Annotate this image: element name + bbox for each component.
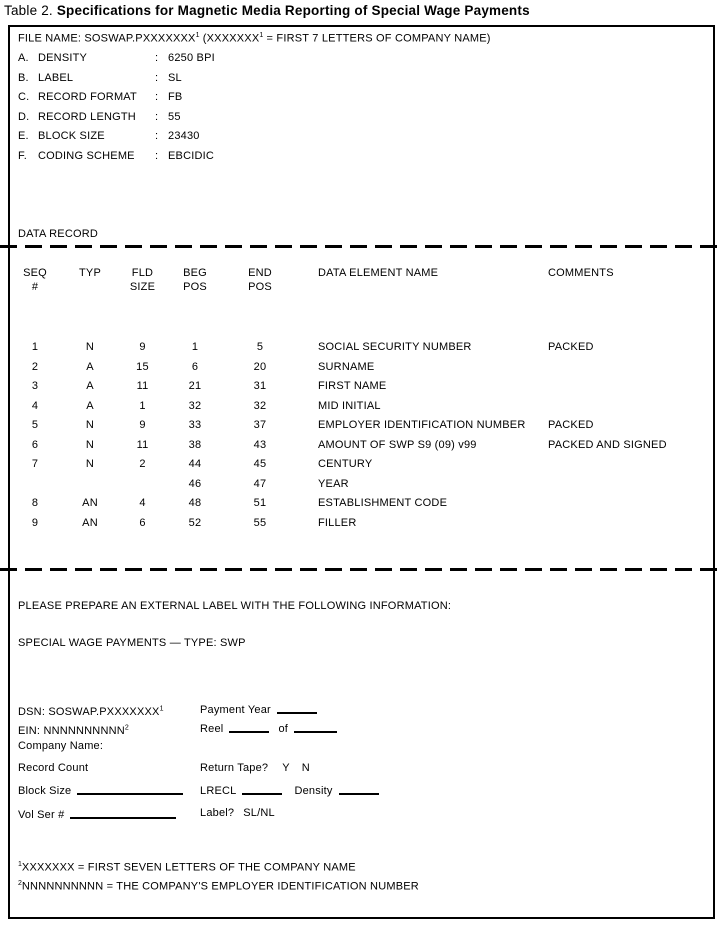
cell-fld-size: 4 [139,497,146,509]
spec-colon: : [155,130,159,142]
vol-ser-label: Vol Ser # [18,809,65,821]
cell-typ: A [86,380,94,392]
cell-seq: 4 [31,399,39,412]
spec-letter: E. [18,130,29,142]
cell-typ: N [85,458,95,470]
footnote-1 [18,861,356,874]
spec-row-density [18,49,215,69]
spec-value: FB [168,91,183,103]
dashed-divider-bottom [0,568,725,571]
form-row-block-size [18,783,708,797]
payment-year-blank [277,703,317,714]
payment-type-line: SPECIAL WAGE PAYMENTS — TYPE: SWP [18,637,246,649]
record-count-label: Record Count [18,762,89,774]
spec-label: CODING SCHEME [38,149,135,162]
spec-colon: : [155,52,159,64]
density-label: Density [294,785,333,797]
cell-fld-size [120,475,165,495]
table-row [10,377,715,397]
cell-comments: PACKED AND SIGNED [548,438,667,451]
col-header-beg-pos: BEG POS [183,267,207,293]
cell-comments [543,475,715,495]
spec-label: BLOCK SIZE [38,130,105,142]
spec-letter: B. [18,71,29,84]
spec-value: SL [168,71,182,84]
cell-beg-pos: 21 [188,380,202,392]
form-row-vol-ser [18,807,708,821]
cell-beg-pos: 38 [188,438,202,451]
reel-total-blank [294,722,337,733]
footnote-marker-1: 1 [195,32,200,39]
cell-end-pos: 20 [253,360,267,373]
col-header-fld-size: FLD SIZE [129,267,156,293]
cell-beg-pos: 48 [188,497,202,509]
file-name-text: FILE NAME: SOSWAP.PXXXXXXX [18,32,196,45]
cell-end-pos: 45 [253,458,267,470]
cell-fld-size: 15 [136,360,149,373]
cell-fld-size: 1 [139,399,146,412]
cell-data-element-name: MID INITIAL [318,399,381,412]
form-row-record-count [18,762,708,776]
cell-beg-pos: 52 [188,516,202,529]
form-row-company [18,740,708,754]
cell-seq: 8 [31,497,39,509]
cell-data-element-name: ESTABLISHMENT CODE [318,497,448,509]
col-header-seq: SEQ # [23,267,47,293]
footnote-2 [18,880,419,893]
cell-data-element-name: SOCIAL SECURITY NUMBER [318,341,472,353]
table-row [10,455,715,475]
spec-value: 6250 BPI [168,52,215,64]
data-record-heading: DATA RECORD [18,228,99,240]
cell-comments [543,455,715,475]
cell-comments: PACKED [548,341,594,353]
spec-row-coding-scheme [18,147,215,167]
cell-comments: PACKED [548,419,594,431]
table-row [10,358,715,378]
cell-fld-size: 9 [139,341,146,353]
footnote-2-text: NNNNNNNNNN = THE COMPANY'S EMPLOYER IDENTIFICATION NUMBER [21,880,419,893]
spec-letter: A. [18,52,29,64]
cell-typ: N [85,419,95,431]
return-tape-label: Return Tape? [200,762,269,774]
return-tape-field [200,762,310,775]
external-label-instruction: PLEASE PREPARE AN EXTERNAL LABEL WITH THE FOLLOWING INFORMATION: [18,600,452,612]
spec-value: 23430 [168,130,200,142]
table-row [10,416,715,436]
reel-number-blank [229,722,269,733]
form-row-ein [18,721,708,735]
spec-label: RECORD FORMAT [38,91,137,103]
table-caption-title: Specifications for Magnetic Media Reporting of Special Wage Payments [56,3,530,18]
payment-year-label: Payment Year [200,704,271,716]
footnote-marker-1: 1 [18,861,22,868]
cell-data-element-name: EMPLOYER IDENTIFICATION NUMBER [318,419,526,431]
spec-value: EBCIDIC [168,149,215,162]
cell-fld-size: 11 [136,438,149,451]
cell-beg-pos: 1 [191,341,199,353]
cell-end-pos: 31 [253,380,267,392]
cell-end-pos: 32 [253,399,267,412]
cell-typ: AN [82,516,98,529]
cell-comments [543,494,715,514]
cell-beg-pos: 46 [188,477,202,490]
lrecl-label: LRECL [200,785,237,797]
label-options: SL/NL [243,807,275,819]
cell-data-element-name: FIRST NAME [318,380,387,392]
density-blank [339,784,379,795]
footnote-1-text: XXXXXXX = FIRST SEVEN LETTERS OF THE COMPANY NAME [21,861,356,874]
cell-data-element-name: FILLER [318,516,357,529]
form-row-dsn [18,702,708,716]
cell-end-pos: 37 [253,419,267,431]
col-header-data-element-name: DATA ELEMENT NAME [318,267,439,279]
payment-year-field [200,702,317,717]
file-name-paren: (XXXXXXX [199,32,260,45]
return-tape-yes: Y [282,762,290,774]
cell-beg-pos: 44 [188,458,202,470]
cell-data-element-name: YEAR [318,477,349,490]
spec-row-record-format [18,88,215,108]
file-name-line [18,32,491,45]
cell-end-pos: 47 [253,477,267,490]
cell-typ: N [85,341,95,353]
spec-row-block-size [18,127,215,147]
cell-comments [543,514,715,534]
cell-end-pos: 55 [253,516,267,529]
cell-end-pos: 43 [253,438,267,451]
footnote-marker-2: 2 [124,724,129,731]
cell-end-pos: 51 [253,497,267,509]
cell-typ: N [85,438,95,451]
dsn-label: DSN: SOSWAP.PXXXXXXX$^1$ [18,705,164,718]
reel-field [200,721,337,736]
col-header-typ: TYP [79,267,101,279]
spec-colon: : [155,71,159,84]
table-caption-prefix: Table 2. [4,3,57,18]
cell-data-element-name: CENTURY [318,458,373,470]
spec-label: RECORD LENGTH [38,110,136,123]
cell-comments [543,358,715,378]
table-caption [4,3,530,18]
cell-fld-size: 2 [139,458,146,470]
table-row [10,514,715,534]
table-row [10,436,715,456]
lrecl-density-field [200,783,379,798]
spec-colon: : [155,110,159,123]
spec-label: LABEL [38,71,74,84]
cell-comments [543,377,715,397]
cell-typ: A [86,399,94,412]
cell-fld-size: 11 [136,380,149,392]
dashed-divider-top [0,245,725,248]
footnote-marker-1: 1 [159,705,164,712]
cell-seq: 1 [31,341,39,353]
spec-value: 55 [168,110,181,123]
cell-data-element-name: SURNAME [318,360,375,373]
label-question: Label? [200,807,235,819]
reel-of-label: of [278,723,289,735]
cell-typ: A [86,360,94,373]
footnote-marker-1: 1 [259,32,264,39]
cell-seq: 5 [31,419,39,431]
table-row [10,338,715,358]
cell-seq: 2 [31,360,39,373]
spec-colon: : [155,149,159,162]
spec-letter: F. [18,149,27,162]
return-tape-no: N [301,762,310,774]
cell-seq: 7 [31,458,39,470]
reel-label: Reel [200,723,224,735]
table-row [10,475,715,495]
cell-seq: 6 [31,438,39,451]
footnote-marker-2: 2 [18,880,22,887]
table-header [10,266,715,294]
spec-letter: C. [18,91,30,103]
cell-beg-pos: 33 [188,419,202,431]
col-header-comments: COMMENTS [548,267,614,279]
cell-seq [10,475,60,495]
block-size-label: Block Size [18,785,72,797]
data-record-table-body [10,338,715,533]
cell-beg-pos: 32 [188,399,202,412]
ein-label: EIN: NNNNNNNNNN$^2$ [18,724,129,737]
cell-data-element-name: AMOUNT OF SWP S9 (09) v99 [318,438,477,451]
table-row [10,397,715,417]
spec-row-record-length [18,108,215,128]
cell-beg-pos: 6 [191,360,199,373]
spec-letter: D. [18,110,30,123]
lrecl-blank [242,784,282,795]
cell-fld-size: 9 [139,419,146,431]
cell-fld-size: 6 [139,516,146,529]
file-name-explanation: = FIRST 7 LETTERS OF COMPANY NAME) [263,32,491,45]
cell-seq: 9 [31,516,39,529]
cell-comments [543,397,715,417]
cell-end-pos: 5 [256,341,264,353]
label-type-field [200,807,275,820]
company-name-label: Company Name: [18,740,104,752]
vol-ser-blank [70,808,176,819]
col-header-end-pos: END POS [248,267,272,293]
table-row [10,494,715,514]
spec-label: DENSITY [38,52,88,64]
cell-seq: 3 [31,380,39,392]
media-spec-list [18,49,215,166]
block-size-blank [77,784,183,795]
cell-typ [60,475,120,495]
cell-typ: AN [82,497,98,509]
spec-row-label [18,69,215,89]
spec-colon: : [155,91,159,103]
